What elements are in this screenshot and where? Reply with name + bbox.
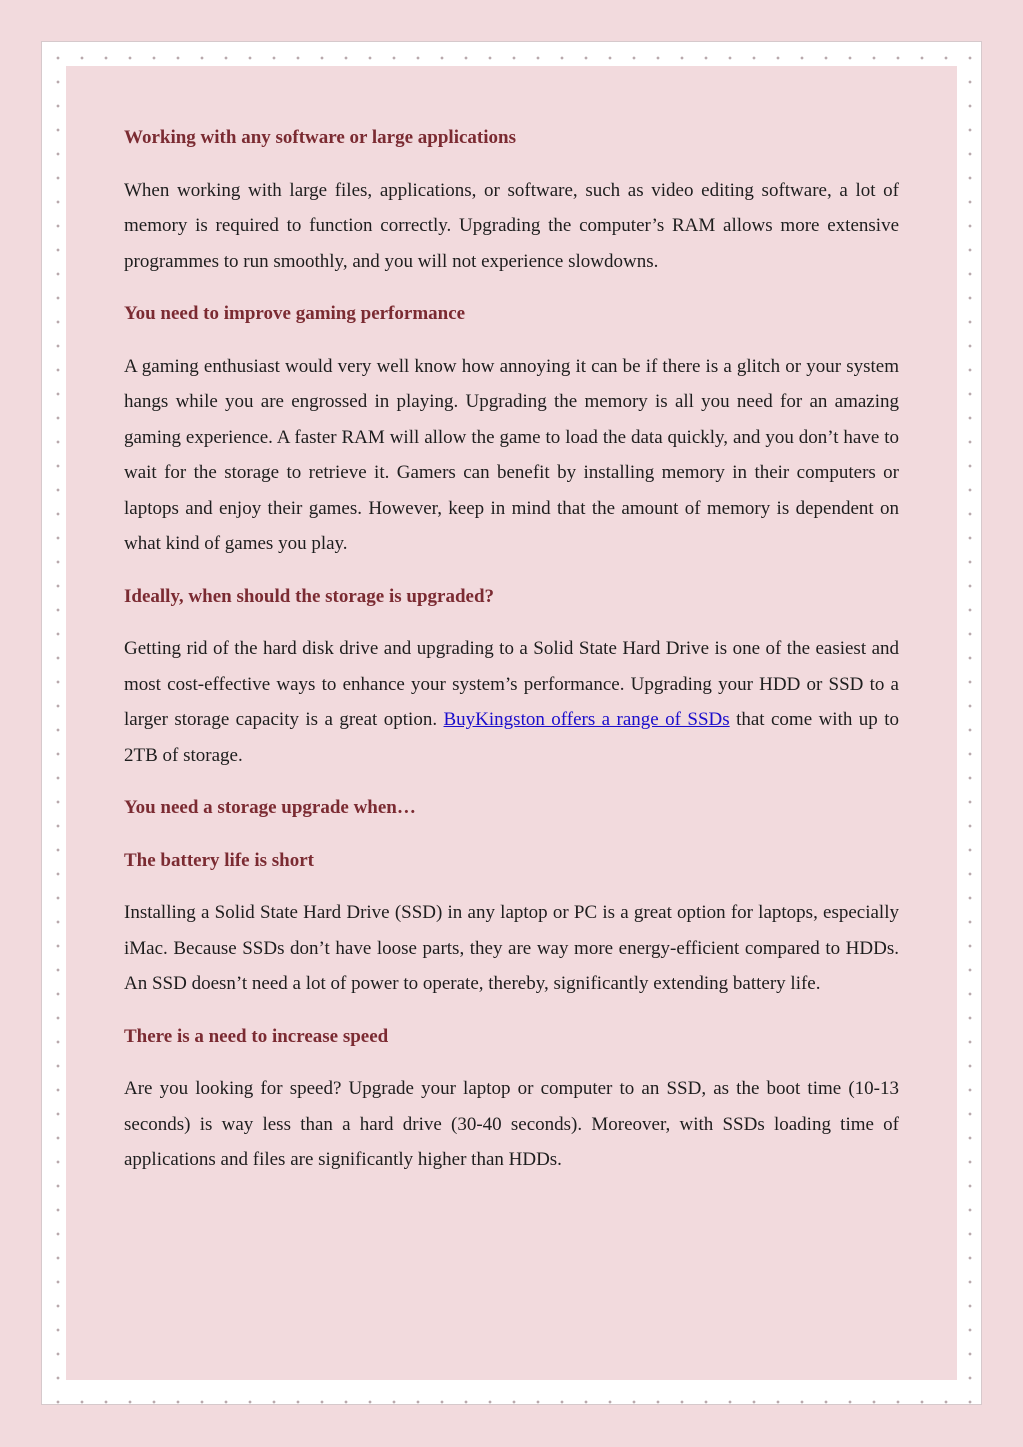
paragraph-increase-speed: Are you looking for speed? Upgrade your laptop or computer to an SSD, as the boot time (10-13 seconds) is way less than a hard drive (30-40 seconds). Moreover, with SSDs loading time of applications and files are significantly higher than HDDs. [124,1078,899,1170]
paragraph-storage-text-after: that come with up to 2TB of storage. [124,709,899,766]
heading-need-storage-upgrade: You need a storage upgrade when… [124,797,416,818]
paragraph-large-applications: When working with large files, applications, or software, such as video editing software, a lot of memory is required to function correctly. Upgrading the computer’s RAM allows more extensive programmes to run smoothly, and you will not experience slowdowns. [124,179,899,272]
heading-increase-speed: There is a need to increase speed [124,1025,389,1047]
document-body [124,120,899,1195]
heading-battery-life: The battery life is short [124,849,314,871]
buykingston-ssd-link[interactable]: BuyKingston offers a range of SSDs [443,709,730,730]
heading-large-applications: Working with any software or large applications [124,127,516,148]
paragraph-battery-life: Installing a Solid State Hard Drive (SSD) in any laptop or PC is a great option for laptops, especially iMac. Because SSDs don’t have loose parts, they are way more energy-efficient compared to HDDs. An SSD doesn’t need a lot of power to operate, thereby, significantly extending battery life. [124,902,899,994]
paragraph-storage-upgrade [124,631,899,773]
paragraph-storage-text-before: Getting rid of the hard disk drive and upgrading to a Solid State Hard Drive is one of the easiest and most cost-effective ways to enhance your system’s performance. Upgrading your HDD or SSD to a larger storage capacity is a great option. [124,638,899,730]
paragraph-gaming-performance: A gaming enthusiast would very well know how annoying it can be if there is a glitch or your system hangs while you are engrossed in playing. Upgrading the memory is all you need for an amazing gaming experience. A faster RAM will allow the game to load the data quickly, and you don’t have to wait for the storage to retrieve it. Gamers can benefit by installing memory in their computers or laptops and enjoy their games. However, keep in mind that the amount of memory is dependent on what kind of games you play. [124,355,899,554]
heading-storage-upgrade-when: Ideally, when should the storage is upgraded? [124,585,495,607]
heading-gaming-performance: You need to improve gaming performance [124,303,466,324]
